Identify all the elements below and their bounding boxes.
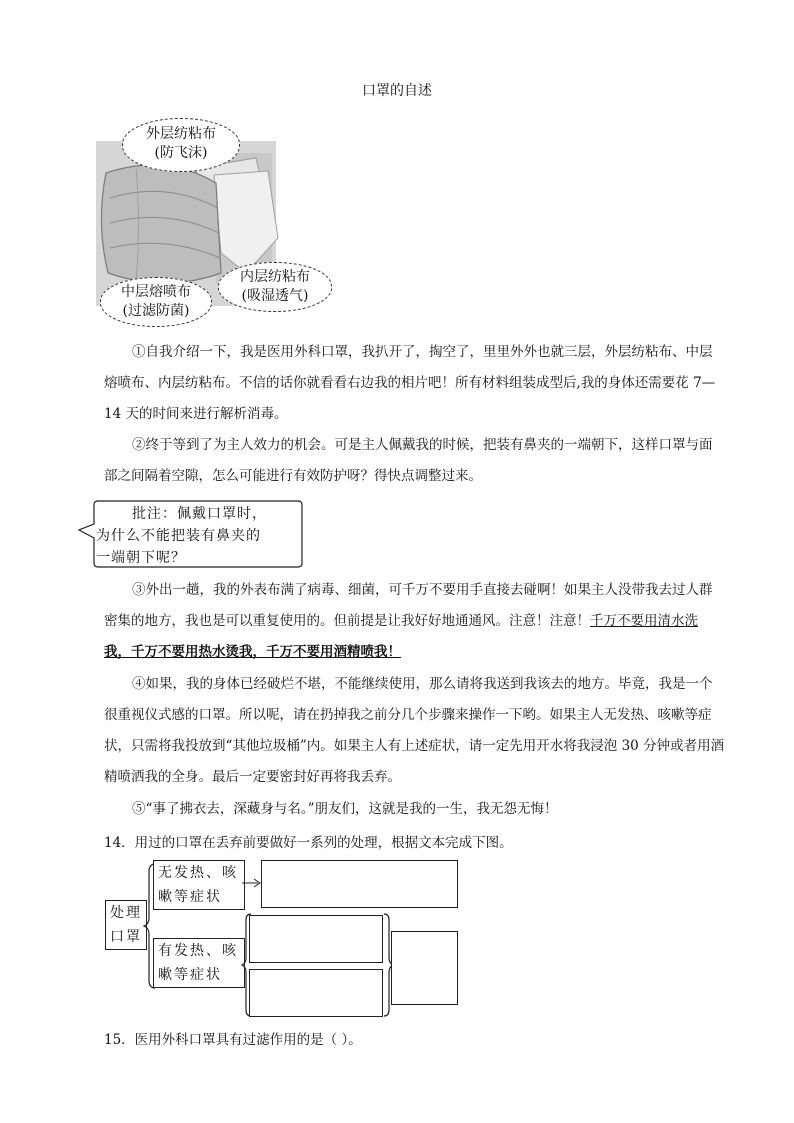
paragraph-line: 14 天的时间来进行解析消毒。 (104, 406, 288, 422)
outer-layer-name: 外层纺粘布 (146, 126, 216, 142)
document-title: 口罩的自述 (362, 83, 432, 99)
diagram-root-line: 口罩 (110, 929, 142, 945)
underlined-warning-continued: 我，千万不要用热水烫我，千万不要用酒精喷我！ (104, 644, 401, 660)
annotation-callout (96, 503, 300, 569)
paragraph-line: ①自我介绍一下，我是医用外科口罩，我扒开了，掏空了，里里外外也就三层，外层纺粘布、中层 (132, 344, 713, 360)
symptoms-line: 有发热、咳 (158, 943, 238, 959)
middle-layer-name: 中层熔喷布 (121, 284, 191, 300)
question-14: 14．用过的口罩在丢弃前要做好一系列的处理，根据文本完成下图。 (104, 835, 513, 851)
answer-box-no-symptoms[interactable] (261, 860, 458, 908)
paragraph-line: ③外出一趟，我的外表布满了病毒、细菌，可千万不要用手直接去碰啊！如果主人没带我去过人群 (132, 582, 713, 598)
question-15: 15．医用外科口罩具有过滤作用的是（ ）。 (104, 1032, 362, 1048)
diagram-root-line: 处理 (110, 905, 142, 921)
inner-layer-function: (吸湿透气) (241, 288, 309, 304)
answer-box-step-1[interactable] (249, 915, 383, 963)
annotation-line: 一端朝下呢？ (96, 550, 186, 566)
inner-layer-name: 内层纺粘布 (240, 269, 310, 285)
paragraph-line: 状，只需将我投放到“其他垃圾桶”内。如果主人有上述症状，请一定先用开水将我浸泡 30 分钟或者用酒 (104, 738, 725, 754)
paragraph-line: 部之间隔着空隙，怎么可能进行有效防护呀？得快点调整过来。 (104, 468, 482, 484)
paragraph-2 (104, 430, 744, 492)
no-symptoms-line: 无发热、咳 (158, 865, 238, 881)
symptoms-box (153, 938, 245, 988)
paragraph-line: 密集的地方，我也是可以重复使用的。但前提是让我好好地通通风。注意！注意！ (104, 613, 590, 629)
no-symptoms-box (153, 860, 245, 910)
answer-box-step-2[interactable] (249, 969, 383, 1017)
diagram-root-box (105, 900, 147, 950)
paragraph-line: 很重视仪式感的口罩。所以呢，请在扔掉我之前分几个步骤来操作一下哟。如果主人无发热、咳嗽等症 (104, 707, 712, 723)
annotation-line: 为什么不能把装有鼻夹的 (96, 528, 261, 544)
paragraph-3 (104, 575, 744, 668)
outer-layer-callout (122, 118, 240, 172)
paragraph-5 (104, 794, 744, 825)
paragraph-line: ④如果，我的身体已经破烂不堪，不能继续使用，那么请将我送到我该去的地方。毕竟，我是一个 (132, 676, 713, 692)
paragraph-line: ⑤“事了拂衣去，深藏身与名。”朋友们，这就是我的一生，我无怨无悔！ (132, 801, 558, 817)
paragraph-line: 精喷洒我的全身。最后一定要密封好再将我丢弃。 (104, 769, 401, 785)
annotation-line: 批注：佩戴口罩时， (132, 506, 267, 522)
outer-layer-function: (防飞沫) (154, 145, 208, 161)
middle-layer-function: (过滤防菌) (122, 303, 190, 319)
paragraph-line: 熔喷布、内层纺粘布。不信的话你就看看右边我的相片吧！所有材料组装成型后,我的身体还需要花 7— (104, 375, 716, 391)
middle-layer-callout (100, 277, 212, 327)
underlined-warning: 千万不要用清水洗 (590, 613, 698, 629)
paragraph-4 (104, 669, 744, 793)
no-symptoms-line: 嗽等症状 (158, 889, 222, 905)
answer-box-step-3[interactable] (391, 931, 458, 1005)
paragraph-1 (104, 337, 744, 430)
arrow-icon (242, 877, 262, 889)
paragraph-line: ②终于等到了为主人效力的机会。可是主人佩戴我的时候，把装有鼻夹的一端朝下，这样口罩与面 (132, 437, 713, 453)
symptoms-line: 嗽等症状 (158, 967, 222, 983)
inner-layer-callout (218, 262, 332, 312)
